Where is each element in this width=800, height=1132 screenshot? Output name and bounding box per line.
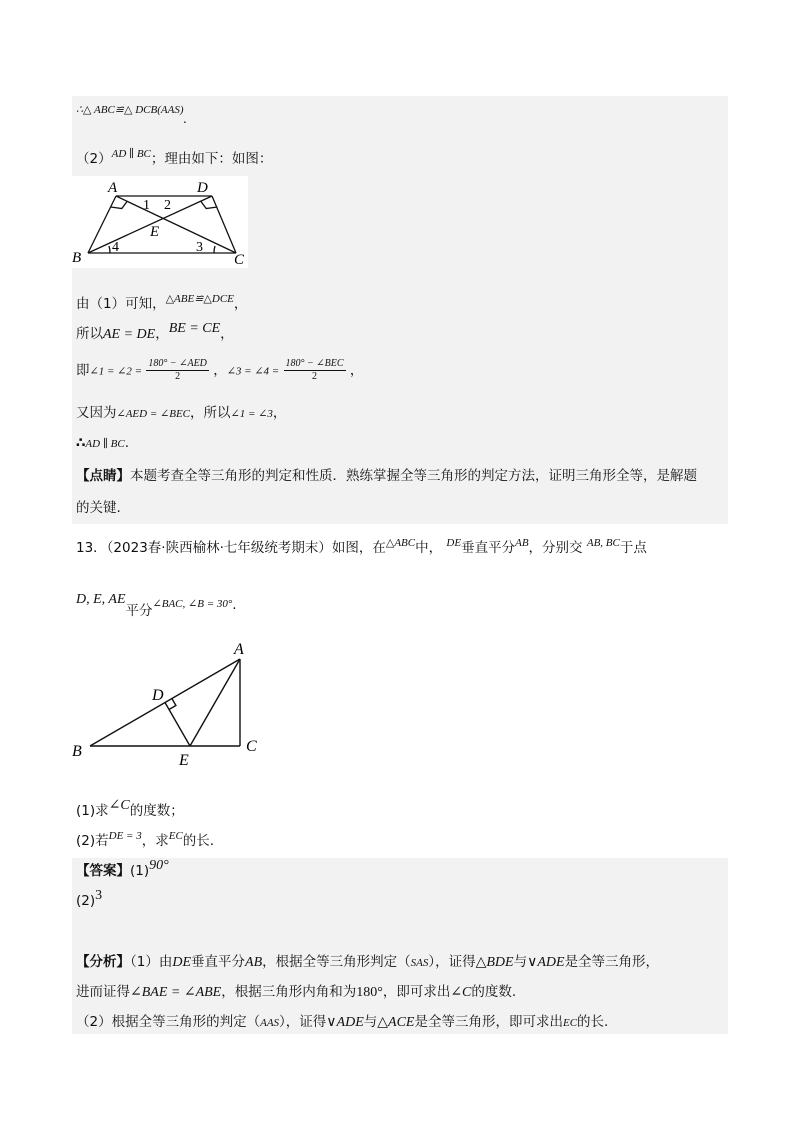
proof-step-5: ∴AD ∥ BC. (76, 435, 130, 451)
fig1-label-A: A (108, 180, 118, 196)
part2-heading: $(2)^{AD \parallel BC}$；理由如下：如图： (76, 148, 273, 167)
sub-question-2: (2)若$^{DE = 3}$，求$^{EC}$的长. (76, 830, 215, 849)
previous-conclusion: ∴△ ABC≌△ DCB(AAS). (76, 104, 187, 127)
figure-trapezoid (72, 176, 248, 268)
answer-line-2: (2)3 (76, 888, 103, 909)
fig1-angle-1: 1 (143, 198, 150, 213)
fig1-angle-3: 3 (196, 240, 203, 255)
fig1-angle-2: 2 (164, 198, 171, 213)
fig2-label-B: B (72, 743, 82, 760)
analysis-line-1: 【分析】（1）由DE垂直平分AB，根据全等三角形判定（SAS），证得△BDE与∨ADE是全等三角形， (76, 954, 660, 970)
fig2-label-D: D (152, 687, 164, 704)
answer-line-1: 【答案】(1)90° (76, 858, 169, 879)
fig1-label-C: C (234, 252, 245, 268)
fraction-bec: $\frac{\text{180° − ∠BEC}}{2}$ (285, 358, 344, 382)
analysis-line-2: 进而证得∠BAE = ∠ABE，根据三角形内角和为180°，即可求出∠C的度数. (76, 984, 517, 1000)
fig2-label-C: C (246, 738, 257, 755)
fig1-label-B: B (72, 250, 82, 266)
question-13-line-2: D, E, AE平分∠BAC, ∠B = 30°. (76, 592, 237, 619)
fig2-label-E: E (179, 752, 189, 769)
fraction-aed: $\frac{\text{180° − ∠AED}}{2}$ (148, 358, 207, 382)
proof-step-2: 所以AE = DE，BE = CE， (76, 321, 234, 342)
proof-step-1: 由（1）可知，$^{\triangle ABE≌\triangle DCE}$， (76, 293, 248, 312)
fig2-label-A: A (234, 641, 244, 658)
sub-question-1: (1)求∠C的度数； (76, 798, 184, 819)
figure-right-triangle (66, 634, 276, 780)
fig1-label-D: D (197, 180, 208, 196)
question-13-line-1: 13．（2023春·陕西榆林·七年级统考期末）如图，在$^{\triangle ABC}$中， $^{DE}$垂直平分$^{AB}$，分别交 $^{AB, BC}$于点 (76, 537, 647, 556)
shaded-block-bottom (72, 858, 728, 1034)
fig1-angle-4: 4 (112, 240, 119, 255)
comment-line-2: 的关键. (76, 500, 121, 516)
proof-step-4: 又因为∠AED = ∠BEC，所以∠1 = ∠3， (76, 405, 287, 421)
analysis-line-3: （2）根据全等三角形的判定（AAS），证得∨ADE与△ACE是全等三角形，即可求出EC的长. (76, 1014, 609, 1030)
proof-step-3: 即∠1 = ∠2 = $\frac{\text{180° − ∠AED}}{2}$ ，∠3 = ∠4 = $\frac{\text{180° − ∠BEC}}{2}$ ， (76, 358, 364, 382)
comment-line-1: 【点睛】本题考查全等三角形的判定和性质．熟练掌握全等三角形的判定方法，证明三角形全等，是解题 (76, 468, 697, 484)
fig1-label-E: E (150, 224, 160, 240)
